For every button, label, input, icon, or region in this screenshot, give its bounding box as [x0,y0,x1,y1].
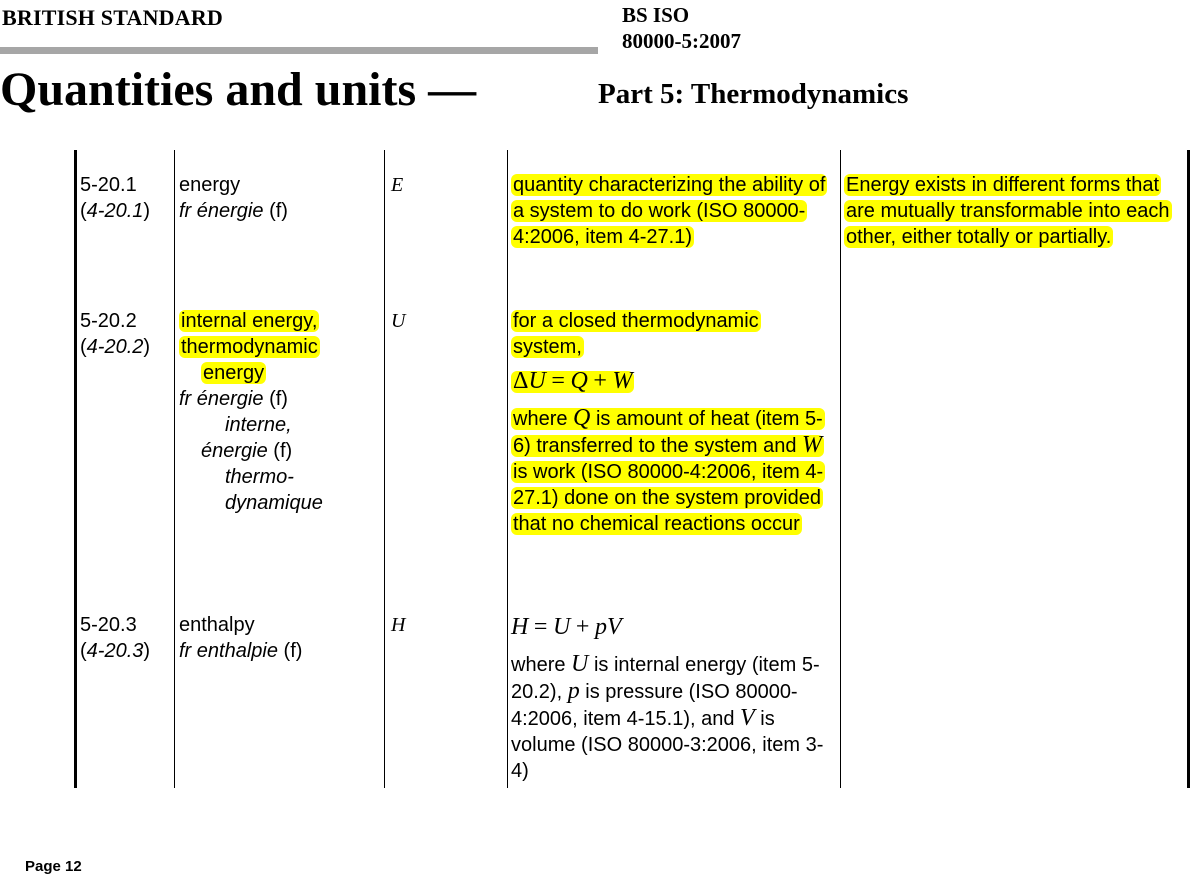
remarks-text: Energy exists in different forms that are mutually transformable into each other, either totally or partially. [846,174,1170,248]
table-rule-1 [174,150,175,788]
quantity-name-fr-line: énergie (f) [201,440,293,462]
item-number: 5-20.3 [80,614,137,636]
old-item-number: (4-20.3) [80,640,151,662]
definition-where: where Q is amount of heat (item 5-6) transferred to the system and W is work (ISO 80000-4:2006, item 4-27.1) done on the system provided that no chemical reactions occur [513,405,824,535]
definition-cell [511,612,839,784]
item-number-cell [80,612,150,664]
quantity-name-cell [179,612,302,664]
quantity-name-fr-line: fr énergie (f) [179,388,288,410]
equation: H = U + pV [511,614,622,640]
quantity-name-cell [179,172,288,224]
document-title: Quantities and units — [0,63,477,116]
quantity-name-fr-line: dynamique [225,492,323,514]
table-rule-left [74,150,77,788]
quantity-name-fr-line: thermo- [225,466,294,488]
table-rule-3 [507,150,508,788]
page-number: Page 12 [25,858,82,875]
quantity-name-line: internal energy, [181,310,318,332]
standard-number-line2: 80000-5:2007 [622,29,741,53]
table-rule-2 [384,150,385,788]
definition-text: quantity characterizing the ability of a system to do work (ISO 80000-4:2006, item 4-27.1) [513,174,826,248]
quantity-name-line: thermodynamic [181,336,318,358]
remarks-cell [844,172,1184,250]
item-number-cell [80,308,150,360]
standard-number [622,2,741,54]
quantity-name-fr: fr enthalpie (f) [179,640,303,662]
quantity-name-fr: fr énergie (f) [179,200,288,222]
document-subtitle: Part 5: Thermodynamics [598,78,909,110]
item-number: 5-20.2 [80,310,137,332]
item-number-cell [80,172,150,224]
header-rule [0,47,598,54]
quantity-name-fr-line: interne, [225,414,292,436]
quantity-symbol: H [391,614,406,636]
table-rule-right [1187,150,1190,788]
equation: ΔU = Q + W [513,368,633,394]
quantity-name-line: energy [203,362,265,384]
definition-cell [511,172,839,250]
standard-number-line1: BS ISO [622,3,690,27]
definition-where: where U is internal energy (item 5-20.2), p is pressure (ISO 80000-4:2006, item 4-15.1), and V is volume (ISO 80000-3:2006, item 3-4) [511,651,824,782]
quantity-symbol: E [391,174,404,196]
standard-label: BRITISH STANDARD [2,5,224,30]
quantity-symbol: U [391,310,406,332]
quantity-name: energy [179,174,241,196]
definition-intro: for a closed thermodynamic system, [513,310,759,358]
quantity-name: enthalpy [179,614,255,636]
item-number: 5-20.1 [80,174,137,196]
definition-cell [511,308,839,537]
old-item-number: (4-20.1) [80,200,151,222]
old-item-number: (4-20.2) [80,336,151,358]
quantity-name-cell [179,308,323,516]
table-rule-4 [840,150,841,788]
